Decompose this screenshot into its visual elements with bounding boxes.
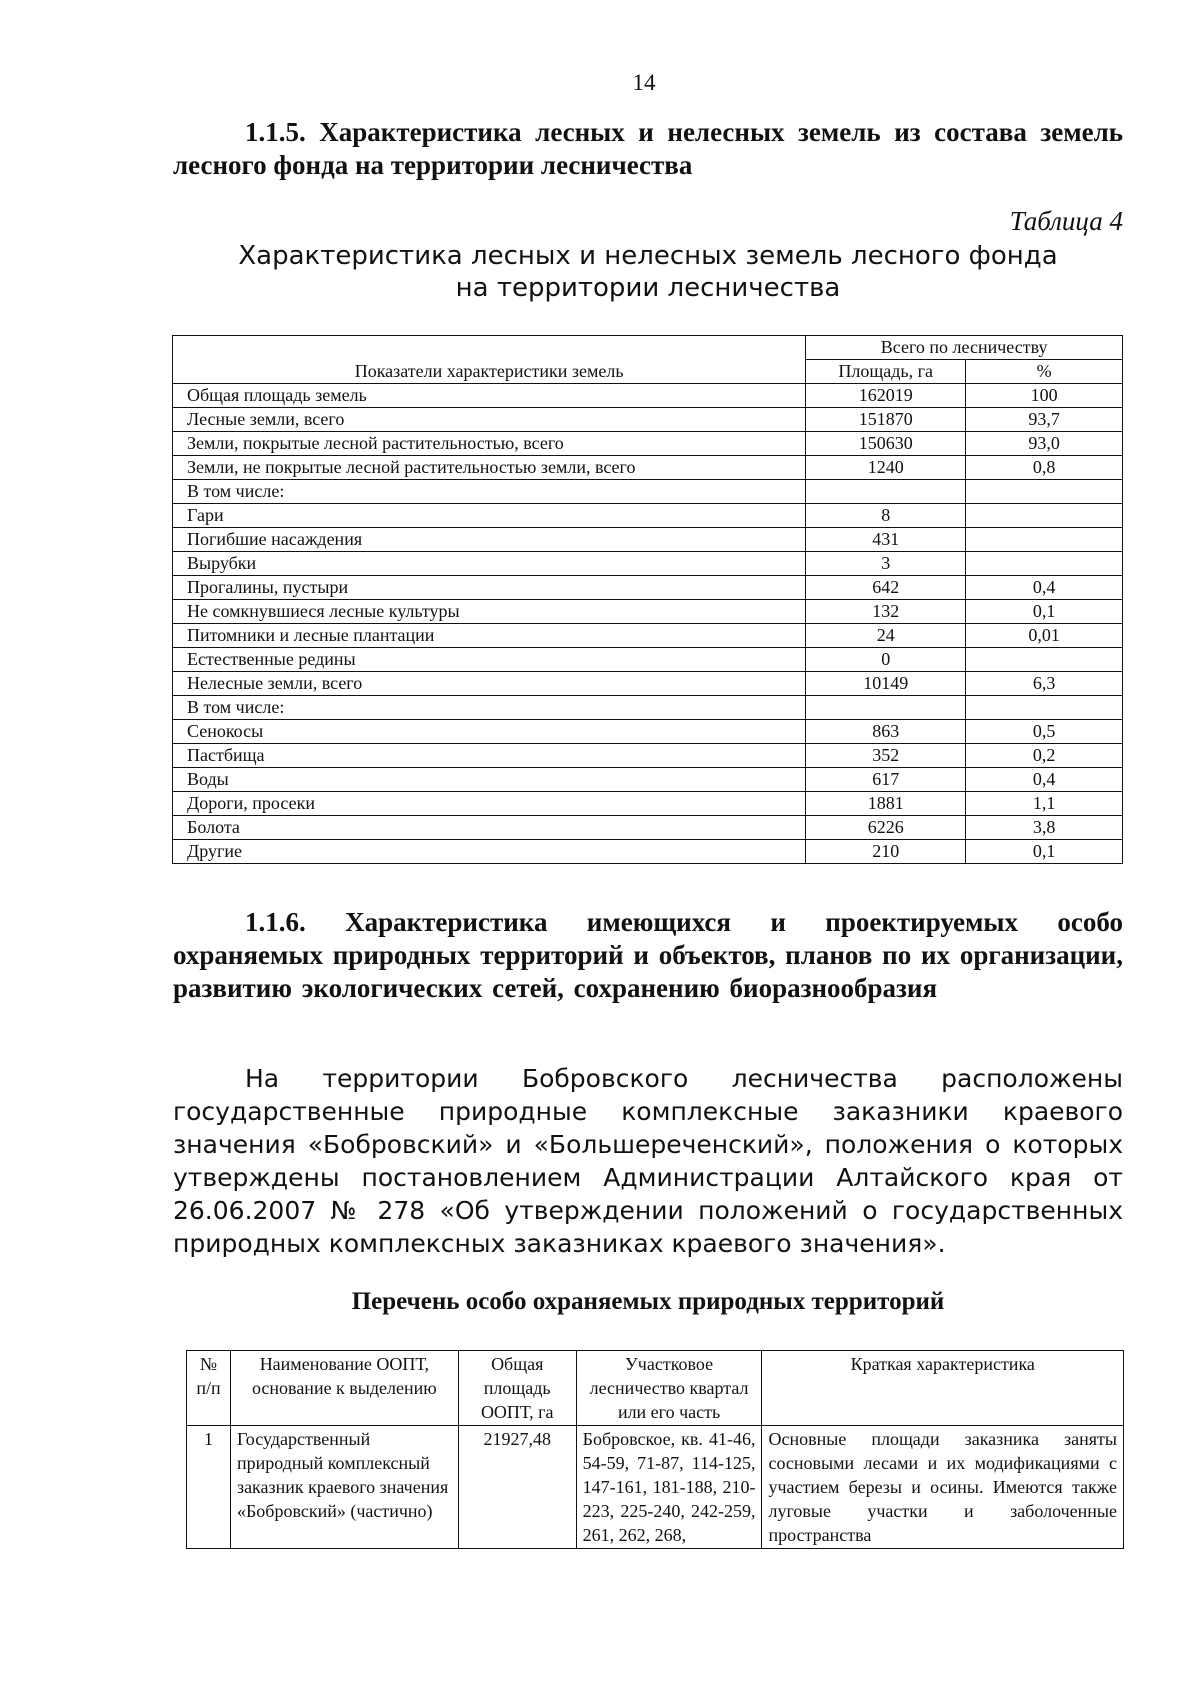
row-label: Погибшие насаждения <box>173 528 806 552</box>
row-area: 150630 <box>806 432 966 456</box>
row-label: Воды <box>173 768 806 792</box>
row-label: Гари <box>173 504 806 528</box>
row-area: 1240 <box>806 456 966 480</box>
table-row <box>187 1426 1124 1549</box>
table-row <box>173 432 1123 456</box>
row-area: 24 <box>806 624 966 648</box>
row-label: Прогалины, пустыри <box>173 576 806 600</box>
row-area <box>806 696 966 720</box>
header-area: Площадь, га <box>806 360 966 384</box>
row-percent: 0,01 <box>966 624 1123 648</box>
oopt-location: Бобровское, кв. 41-46, 54-59, 71-87, 114-125, 147-161, 181-188, 210-223, 225-240, 242-259, 261, 262, 268, <box>576 1426 762 1549</box>
section-heading-1-1-6: 1.1.6. Характеристика имеющихся и проектируемых особо охраняемых природных территорий и объектов, планов по их организации, развитию экологических сетей, сохранению биоразнообразия <box>173 907 1123 1003</box>
row-percent: 0,1 <box>966 840 1123 864</box>
row-percent: 0,1 <box>966 600 1123 624</box>
header-total: Всего по лесничеству <box>806 336 1123 360</box>
row-area: 210 <box>806 840 966 864</box>
table-row <box>173 600 1123 624</box>
table-row <box>173 792 1123 816</box>
oopt-name: Государственный природный комплексный заказник краевого значения «Бобровский» (частично) <box>230 1426 458 1549</box>
row-percent: 0,2 <box>966 744 1123 768</box>
row-label: Пастбища <box>173 744 806 768</box>
row-area: 431 <box>806 528 966 552</box>
land-table-body <box>173 384 1123 864</box>
row-percent: 1,1 <box>966 792 1123 816</box>
table-caption <box>173 240 1123 304</box>
table-row <box>173 384 1123 408</box>
table-row <box>173 576 1123 600</box>
header-location: Участковое лесничество квартал или его часть <box>576 1351 762 1426</box>
row-percent: 6,3 <box>966 672 1123 696</box>
row-percent: 0,4 <box>966 768 1123 792</box>
table-row <box>173 552 1123 576</box>
row-label: Питомники и лесные плантации <box>173 624 806 648</box>
section-heading-1-1-5: 1.1.5. Характеристика лесных и нелесных земель из состава земель лесного фонда на территории лесничества <box>173 117 1123 180</box>
oopt-description: Основные площади заказника заняты сосновыми лесами и их модификациями с участием березы и осины. Имеются также луговые участки и заболоченные пространства <box>762 1426 1124 1549</box>
oopt-table-body <box>187 1426 1124 1549</box>
header-indicator: Показатели характеристики земель <box>173 336 806 384</box>
header-area: Общая площадь ООПТ, га <box>458 1351 576 1426</box>
row-percent <box>966 480 1123 504</box>
table-row <box>173 480 1123 504</box>
row-area: 132 <box>806 600 966 624</box>
oopt-list-title: Перечень особо охраняемых природных территорий <box>351 1288 945 1315</box>
row-area: 151870 <box>806 408 966 432</box>
table-row <box>173 528 1123 552</box>
row-label: Естественные редины <box>173 648 806 672</box>
header-percent: % <box>966 360 1123 384</box>
row-percent: 0,4 <box>966 576 1123 600</box>
row-label: Лесные земли, всего <box>173 408 806 432</box>
row-label: Не сомкнувшиеся лесные культуры <box>173 600 806 624</box>
table-row <box>173 744 1123 768</box>
row-percent: 93,7 <box>966 408 1123 432</box>
row-area: 1881 <box>806 792 966 816</box>
oopt-table <box>186 1350 1124 1549</box>
table-row <box>173 408 1123 432</box>
table-row <box>173 768 1123 792</box>
table-row <box>173 816 1123 840</box>
header-name: Наименование ООПТ, основание к выделению <box>230 1351 458 1426</box>
table-caption-line2: на территории лесничества <box>455 273 841 303</box>
row-area <box>806 480 966 504</box>
table-row <box>173 696 1123 720</box>
table-row <box>173 456 1123 480</box>
row-percent <box>966 528 1123 552</box>
row-label: Болота <box>173 816 806 840</box>
row-label: В том числе: <box>173 696 806 720</box>
row-area: 352 <box>806 744 966 768</box>
row-percent: 100 <box>966 384 1123 408</box>
row-percent: 93,0 <box>966 432 1123 456</box>
land-characteristics-table <box>172 335 1123 864</box>
table-row <box>173 648 1123 672</box>
row-area: 0 <box>806 648 966 672</box>
row-percent: 0,8 <box>966 456 1123 480</box>
row-area: 10149 <box>806 672 966 696</box>
table-row <box>173 672 1123 696</box>
row-percent <box>966 552 1123 576</box>
header-num: № п/п <box>187 1351 231 1426</box>
row-area: 8 <box>806 504 966 528</box>
row-label: В том числе: <box>173 480 806 504</box>
row-area: 617 <box>806 768 966 792</box>
row-area: 863 <box>806 720 966 744</box>
row-label: Общая площадь земель <box>173 384 806 408</box>
table-row <box>173 504 1123 528</box>
row-label: Вырубки <box>173 552 806 576</box>
table-caption-line1: Характеристика лесных и нелесных земель лесного фонда <box>238 241 1058 271</box>
oopt-num: 1 <box>187 1426 231 1549</box>
table-row <box>173 840 1123 864</box>
row-area: 3 <box>806 552 966 576</box>
row-label: Другие <box>173 840 806 864</box>
row-percent <box>966 648 1123 672</box>
row-percent: 0,5 <box>966 720 1123 744</box>
row-percent: 3,8 <box>966 816 1123 840</box>
body-paragraph: На территории Бобровского лесничества расположены государственные природные комплексные заказники краевого значения «Бобровский» и «Большереченский», положения о которых утверждены постановлением Администрации Алтайского края от 26.06.2007 № 278 «Об утверждении положений о государственных природных комплексных заказниках краевого значения». <box>173 1064 1123 1258</box>
table-label: Таблица 4 <box>1009 206 1123 236</box>
row-label: Дороги, просеки <box>173 792 806 816</box>
row-area: 6226 <box>806 816 966 840</box>
row-percent <box>966 504 1123 528</box>
row-label: Нелесные земли, всего <box>173 672 806 696</box>
table-row <box>173 624 1123 648</box>
row-percent <box>966 696 1123 720</box>
page-number: 14 <box>632 70 656 95</box>
table-row <box>173 720 1123 744</box>
oopt-area: 21927,48 <box>458 1426 576 1549</box>
row-label: Сенокосы <box>173 720 806 744</box>
row-label: Земли, не покрытые лесной растительностью земли, всего <box>173 456 806 480</box>
header-description: Краткая характеристика <box>762 1351 1124 1426</box>
row-area: 642 <box>806 576 966 600</box>
row-label: Земли, покрытые лесной растительностью, всего <box>173 432 806 456</box>
row-area: 162019 <box>806 384 966 408</box>
